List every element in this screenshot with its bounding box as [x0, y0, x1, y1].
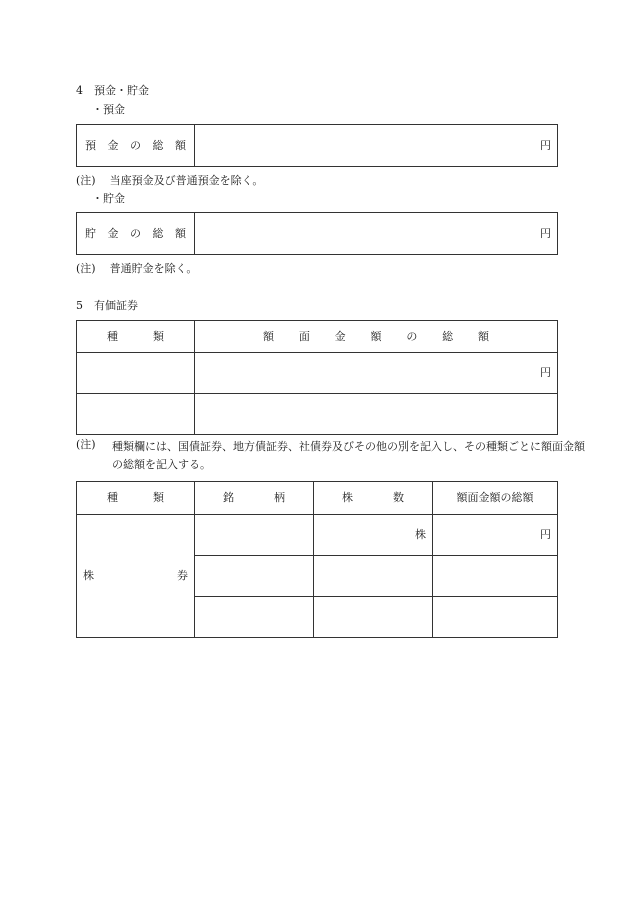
stock-label: 株 券 — [83, 569, 188, 582]
yen-unit: 円 — [540, 528, 551, 541]
type-input-cell[interactable] — [77, 394, 195, 435]
note-marker: (注) — [76, 262, 96, 275]
savings-total-value-cell[interactable] — [195, 213, 558, 255]
amount-input-cell[interactable] — [195, 353, 558, 394]
table-row — [77, 353, 558, 394]
yen-unit: 円 — [540, 226, 551, 240]
deposit-note-text: 当座預金及び普通預金を除く。 — [109, 174, 264, 187]
header-face-value-total: 額 面 金 額 の 総 額 — [263, 329, 489, 343]
yen-unit: 円 — [540, 366, 551, 379]
count-input-cell[interactable] — [314, 556, 433, 597]
deposit-table — [76, 124, 558, 167]
amount-input-cell[interactable] — [195, 394, 558, 435]
savings-table — [76, 212, 558, 255]
header-type-cell — [77, 321, 195, 353]
deposit-subheading: ・預金 — [92, 103, 125, 116]
table-row — [77, 394, 558, 435]
header-brand: 銘 柄 — [223, 491, 285, 504]
share-unit: 株 — [415, 528, 426, 541]
amount-input-cell[interactable] — [433, 556, 558, 597]
count-input-cell[interactable] — [314, 515, 433, 556]
count-input-cell[interactable] — [314, 597, 433, 638]
deposit-total-value-cell[interactable] — [195, 125, 558, 167]
header-type: 種 類 — [107, 491, 164, 504]
section-5-heading: 5 有価証券 — [76, 299, 138, 312]
savings-total-label-cell — [77, 213, 195, 255]
header-total-cell — [195, 321, 558, 353]
amount-input-cell[interactable] — [433, 515, 558, 556]
header-type-cell — [77, 482, 195, 515]
header-face-value-total: 額面金額の総額 — [433, 482, 558, 515]
securities-table — [76, 320, 558, 435]
brand-input-cell[interactable] — [195, 556, 314, 597]
brand-input-cell[interactable] — [195, 515, 314, 556]
deposit-note — [76, 174, 263, 188]
yen-unit: 円 — [540, 138, 551, 152]
header-type: 種 類 — [107, 329, 164, 343]
type-input-cell[interactable] — [77, 353, 195, 394]
savings-subheading: ・貯金 — [92, 192, 125, 205]
deposit-total-label: 預 金 の 総 額 — [85, 138, 186, 152]
section-4-heading: 4 預金・貯金 — [76, 84, 149, 97]
securities-note-text: 種類欄には、国債証券、地方債証券、社債券及びその他の別を記入し、その種類ごとに額面金額の総額を記入する。 — [112, 440, 585, 471]
stock-label-cell — [77, 515, 195, 638]
deposit-total-label-cell — [77, 125, 195, 167]
savings-note-text: 普通貯金を除く。 — [109, 262, 198, 275]
note-marker: (注) — [76, 438, 96, 451]
stock-table — [76, 481, 558, 638]
brand-input-cell[interactable] — [195, 597, 314, 638]
table-row — [77, 515, 558, 556]
amount-input-cell[interactable] — [433, 597, 558, 638]
savings-note — [76, 262, 197, 276]
header-count-cell — [314, 482, 433, 515]
note-marker: (注) — [76, 174, 96, 187]
header-share-count: 株 数 — [342, 491, 404, 504]
savings-total-label: 貯 金 の 総 額 — [85, 226, 186, 240]
header-brand-cell — [195, 482, 314, 515]
